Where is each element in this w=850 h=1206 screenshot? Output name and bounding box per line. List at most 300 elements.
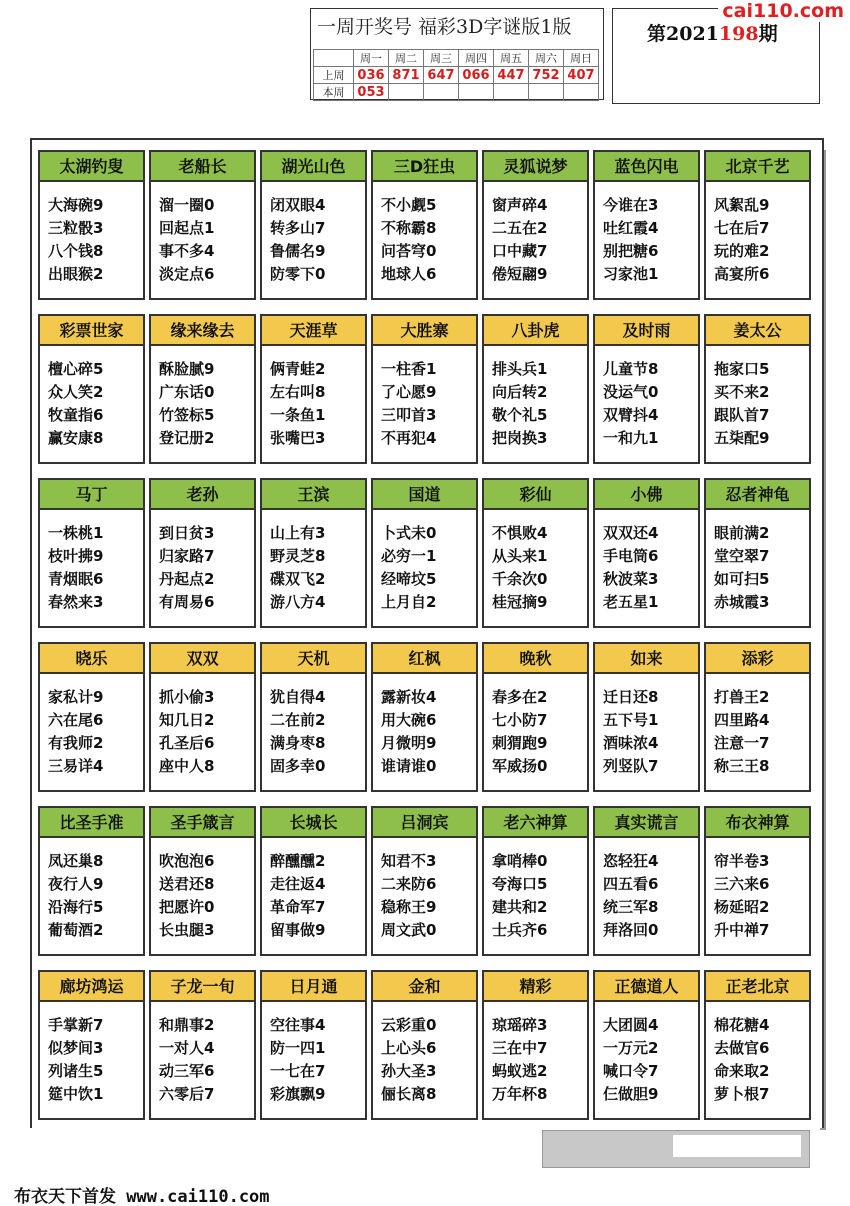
riddle-line: 不惧败4 bbox=[492, 524, 548, 542]
riddle-line: 彩旗飘9 bbox=[270, 1085, 326, 1103]
riddle-line: 似梦间3 bbox=[48, 1039, 104, 1057]
riddle-line: 春然来3 bbox=[48, 593, 104, 611]
riddle-line: 谁请谁0 bbox=[381, 757, 437, 775]
riddle-line: 到日贫3 bbox=[159, 524, 215, 542]
riddle-line: 琼瑶碎3 bbox=[492, 1016, 548, 1034]
riddle-line: 孔圣后6 bbox=[159, 734, 215, 752]
riddle-line: 转多山7 bbox=[270, 219, 326, 237]
card-title: 精彩 bbox=[484, 972, 587, 1002]
riddle-card bbox=[593, 150, 700, 300]
riddle-line: 倦短翮9 bbox=[492, 265, 548, 283]
card-lines bbox=[48, 850, 143, 942]
draw-number bbox=[389, 84, 424, 101]
card-lines bbox=[270, 686, 365, 778]
riddle-line: 地球人6 bbox=[381, 265, 437, 283]
riddle-line: 跟队首7 bbox=[714, 406, 770, 424]
riddle-line: 春多在2 bbox=[492, 688, 548, 706]
riddle-line: 周文武0 bbox=[381, 921, 437, 939]
card-lines bbox=[714, 1014, 809, 1106]
table-header-row bbox=[314, 50, 599, 67]
footer-banner bbox=[542, 1130, 810, 1168]
card-title: 王滨 bbox=[262, 480, 365, 510]
riddle-card bbox=[704, 642, 811, 792]
riddle-line: 双臂抖4 bbox=[603, 406, 659, 424]
card-lines bbox=[603, 850, 698, 942]
draw-number: 407 bbox=[564, 67, 599, 84]
riddle-line: 风絮乱9 bbox=[714, 196, 770, 214]
table-row-this-week bbox=[314, 84, 599, 101]
riddle-line: 事不多4 bbox=[159, 242, 215, 260]
riddle-line: 如可扫5 bbox=[714, 570, 770, 588]
riddle-line: 夸海口5 bbox=[492, 875, 548, 893]
riddle-line: 今谁在3 bbox=[603, 196, 659, 214]
riddle-card bbox=[482, 478, 589, 628]
riddle-line: 淡定点6 bbox=[159, 265, 215, 283]
period-number: 198 bbox=[718, 23, 759, 45]
riddle-card bbox=[704, 478, 811, 628]
draw-results-table bbox=[313, 49, 599, 101]
riddle-line: 上心头6 bbox=[381, 1039, 437, 1057]
riddle-line: 三在中7 bbox=[492, 1039, 548, 1057]
riddle-line: 鲁儒名9 bbox=[270, 242, 326, 260]
riddle-line: 满身枣8 bbox=[270, 734, 326, 752]
riddle-line: 六零后7 bbox=[159, 1085, 215, 1103]
site-logo: cai110.com bbox=[718, 0, 848, 22]
card-title: 彩票世家 bbox=[40, 316, 143, 346]
card-lines bbox=[492, 522, 587, 614]
riddle-line: 野灵芝8 bbox=[270, 547, 326, 565]
card-title: 灵狐说梦 bbox=[484, 152, 587, 182]
card-lines bbox=[603, 358, 698, 450]
draw-number bbox=[564, 84, 599, 101]
riddle-line: 命来取2 bbox=[714, 1062, 770, 1080]
riddle-line: 三易详4 bbox=[48, 757, 104, 775]
card-title: 双双 bbox=[151, 644, 254, 674]
card-title: 吕洞宾 bbox=[373, 808, 476, 838]
card-title: 姜太公 bbox=[706, 316, 809, 346]
day-header: 周三 bbox=[424, 50, 459, 67]
riddle-line: 防一四1 bbox=[270, 1039, 326, 1057]
riddle-line: 丹起点2 bbox=[159, 570, 215, 588]
card-lines bbox=[381, 522, 476, 614]
riddle-line: 手电筒6 bbox=[603, 547, 659, 565]
riddle-line: 蚂蚁逃2 bbox=[492, 1062, 548, 1080]
riddle-line: 迁日还8 bbox=[603, 688, 659, 706]
riddle-line: 没运气0 bbox=[603, 383, 659, 401]
riddle-line: 千余次0 bbox=[492, 570, 548, 588]
riddle-card bbox=[593, 478, 700, 628]
riddle-line: 排头兵1 bbox=[492, 360, 548, 378]
riddle-line: 双双还4 bbox=[603, 524, 659, 542]
riddle-card bbox=[149, 478, 256, 628]
riddle-line: 吐红霞4 bbox=[603, 219, 659, 237]
riddle-line: 上月自2 bbox=[381, 593, 437, 611]
card-lines bbox=[159, 1014, 254, 1106]
card-lines bbox=[381, 850, 476, 942]
card-lines bbox=[603, 686, 698, 778]
draw-number: 066 bbox=[459, 67, 494, 84]
riddle-card bbox=[149, 970, 256, 1120]
card-title: 天机 bbox=[262, 644, 365, 674]
riddle-line: 酒味浓4 bbox=[603, 734, 659, 752]
card-lines bbox=[381, 358, 476, 450]
draw-number: 053 bbox=[354, 84, 389, 101]
riddle-line: 秋波菜3 bbox=[603, 570, 659, 588]
riddle-line: 杨延昭2 bbox=[714, 898, 770, 916]
riddle-card bbox=[593, 970, 700, 1120]
day-header: 周四 bbox=[459, 50, 494, 67]
riddle-line: 一七在7 bbox=[270, 1062, 326, 1080]
riddle-card bbox=[371, 478, 478, 628]
riddle-card bbox=[482, 806, 589, 956]
card-lines bbox=[492, 686, 587, 778]
riddle-line: 大海碗9 bbox=[48, 196, 104, 214]
riddle-line: 赢安康8 bbox=[48, 429, 104, 447]
riddle-line: 问荅穹0 bbox=[381, 242, 437, 260]
card-lines bbox=[159, 358, 254, 450]
card-title: 长城长 bbox=[262, 808, 365, 838]
card-lines bbox=[159, 686, 254, 778]
day-header: 周五 bbox=[494, 50, 529, 67]
riddle-card bbox=[371, 970, 478, 1120]
riddle-card bbox=[482, 970, 589, 1120]
riddle-line: 不称霸8 bbox=[381, 219, 437, 237]
riddle-line: 一和九1 bbox=[603, 429, 659, 447]
card-title: 日月通 bbox=[262, 972, 365, 1002]
riddle-line: 张嘴巴3 bbox=[270, 429, 326, 447]
card-title: 彩仙 bbox=[484, 480, 587, 510]
card-lines bbox=[48, 194, 143, 286]
riddle-line: 月微明9 bbox=[381, 734, 437, 752]
table-corner-cell bbox=[314, 50, 354, 67]
riddle-line: 出眼猴2 bbox=[48, 265, 104, 283]
card-lines bbox=[159, 522, 254, 614]
riddle-line: 拖家口5 bbox=[714, 360, 770, 378]
riddle-card bbox=[149, 806, 256, 956]
riddle-line: 口中藏7 bbox=[492, 242, 548, 260]
riddle-line: 有周易6 bbox=[159, 593, 215, 611]
page-title: 一周开奖号 福彩3D字谜版1版 bbox=[317, 16, 572, 38]
draw-number: 036 bbox=[354, 67, 389, 84]
card-title: 比圣手准 bbox=[40, 808, 143, 838]
draw-number: 447 bbox=[494, 67, 529, 84]
riddle-line: 帘半卷3 bbox=[714, 852, 770, 870]
riddle-line: 赤城霞3 bbox=[714, 593, 770, 611]
riddle-line: 俪长离8 bbox=[381, 1085, 437, 1103]
riddle-line: 固多幸0 bbox=[270, 757, 326, 775]
riddle-line: 高宴所6 bbox=[714, 265, 770, 283]
riddle-line: 吹泡泡6 bbox=[159, 852, 215, 870]
riddle-card bbox=[593, 314, 700, 464]
riddle-grid bbox=[30, 138, 824, 1128]
period-prefix: 第2021 bbox=[647, 23, 719, 45]
riddle-line: 二五在2 bbox=[492, 219, 548, 237]
riddle-card bbox=[260, 150, 367, 300]
riddle-line: 大团圆4 bbox=[603, 1016, 659, 1034]
riddle-line: 买不来2 bbox=[714, 383, 770, 401]
card-title: 大胜寨 bbox=[373, 316, 476, 346]
card-lines bbox=[48, 686, 143, 778]
riddle-line: 长虫腿3 bbox=[159, 921, 215, 939]
riddle-line: 归家路7 bbox=[159, 547, 215, 565]
riddle-line: 二在前2 bbox=[270, 711, 326, 729]
riddle-card bbox=[482, 642, 589, 792]
riddle-line: 八个钱8 bbox=[48, 242, 104, 260]
day-header: 周一 bbox=[354, 50, 389, 67]
riddle-line: 三六来6 bbox=[714, 875, 770, 893]
riddle-line: 列诸生5 bbox=[48, 1062, 104, 1080]
riddle-line: 用大碗6 bbox=[381, 711, 437, 729]
card-title: 添彩 bbox=[706, 644, 809, 674]
card-lines bbox=[714, 358, 809, 450]
riddle-line: 五下号1 bbox=[603, 711, 659, 729]
period-label bbox=[647, 19, 778, 46]
card-title: 老六神算 bbox=[484, 808, 587, 838]
riddle-line: 手掌新7 bbox=[48, 1016, 104, 1034]
riddle-line: 三叩首3 bbox=[381, 406, 437, 424]
draw-number: 752 bbox=[529, 67, 564, 84]
riddle-line: 青烟眠6 bbox=[48, 570, 104, 588]
riddle-line: 士兵齐6 bbox=[492, 921, 548, 939]
riddle-line: 六在尾6 bbox=[48, 711, 104, 729]
riddle-line: 了心愿9 bbox=[381, 383, 437, 401]
riddle-line: 广东话0 bbox=[159, 383, 215, 401]
riddle-line: 筵中饮1 bbox=[48, 1085, 104, 1103]
riddle-line: 把岗换3 bbox=[492, 429, 548, 447]
card-lines bbox=[492, 358, 587, 450]
riddle-card bbox=[482, 314, 589, 464]
riddle-line: 露新妆4 bbox=[381, 688, 437, 706]
riddle-line: 三粒骰3 bbox=[48, 219, 104, 237]
card-title: 天涯草 bbox=[262, 316, 365, 346]
riddle-line: 棉花糖4 bbox=[714, 1016, 770, 1034]
card-title: 真实谎言 bbox=[595, 808, 698, 838]
riddle-line: 萝卜根7 bbox=[714, 1085, 770, 1103]
card-title: 老孙 bbox=[151, 480, 254, 510]
riddle-line: 万年杯8 bbox=[492, 1085, 548, 1103]
card-lines bbox=[48, 522, 143, 614]
draw-results-panel bbox=[310, 8, 604, 100]
riddle-card bbox=[38, 642, 145, 792]
period-panel bbox=[612, 8, 820, 104]
riddle-line: 窗声碎4 bbox=[492, 196, 548, 214]
riddle-line: 俩青蛙2 bbox=[270, 360, 326, 378]
riddle-line: 葡萄酒2 bbox=[48, 921, 104, 939]
card-title: 圣手箴言 bbox=[151, 808, 254, 838]
card-title: 布衣神算 bbox=[706, 808, 809, 838]
riddle-line: 不再犯4 bbox=[381, 429, 437, 447]
riddle-line: 座中人8 bbox=[159, 757, 215, 775]
riddle-line: 四五看6 bbox=[603, 875, 659, 893]
riddle-line: 闭双眼4 bbox=[270, 196, 326, 214]
riddle-line: 习家池1 bbox=[603, 265, 659, 283]
card-title: 红枫 bbox=[373, 644, 476, 674]
card-title: 蓝色闪电 bbox=[595, 152, 698, 182]
card-title: 晓乐 bbox=[40, 644, 143, 674]
riddle-line: 仨做胆9 bbox=[603, 1085, 659, 1103]
card-title: 子龙一旬 bbox=[151, 972, 254, 1002]
riddle-line: 孙大圣3 bbox=[381, 1062, 437, 1080]
riddle-line: 建共和2 bbox=[492, 898, 548, 916]
riddle-card bbox=[371, 642, 478, 792]
card-lines bbox=[492, 1014, 587, 1106]
riddle-line: 老五星1 bbox=[603, 593, 659, 611]
riddle-line: 夜行人9 bbox=[48, 875, 104, 893]
riddle-line: 空往事4 bbox=[270, 1016, 326, 1034]
riddle-line: 称三王8 bbox=[714, 757, 770, 775]
riddle-line: 酥脸腻9 bbox=[159, 360, 215, 378]
period-suffix: 期 bbox=[758, 23, 778, 45]
card-lines bbox=[270, 850, 365, 942]
card-title: 三D狂虫 bbox=[373, 152, 476, 182]
card-lines bbox=[714, 686, 809, 778]
riddle-line: 拜洛回0 bbox=[603, 921, 659, 939]
riddle-card bbox=[260, 478, 367, 628]
card-lines bbox=[159, 850, 254, 942]
riddle-line: 玩的难2 bbox=[714, 242, 770, 260]
riddle-card bbox=[704, 314, 811, 464]
riddle-card bbox=[260, 314, 367, 464]
riddle-line: 一条鱼1 bbox=[270, 406, 326, 424]
card-title: 金和 bbox=[373, 972, 476, 1002]
riddle-card bbox=[704, 806, 811, 956]
draw-number: 871 bbox=[389, 67, 424, 84]
riddle-line: 打兽王2 bbox=[714, 688, 770, 706]
riddle-card bbox=[149, 642, 256, 792]
card-title: 廊坊鸿运 bbox=[40, 972, 143, 1002]
card-lines bbox=[381, 194, 476, 286]
riddle-line: 七在后7 bbox=[714, 219, 770, 237]
riddle-card bbox=[593, 806, 700, 956]
draw-number bbox=[459, 84, 494, 101]
card-lines bbox=[603, 1014, 698, 1106]
riddle-line: 凤还巢8 bbox=[48, 852, 104, 870]
riddle-line: 抓小偷3 bbox=[159, 688, 215, 706]
riddle-line: 一株桃1 bbox=[48, 524, 104, 542]
card-title: 正老北京 bbox=[706, 972, 809, 1002]
riddle-line: 不小觑5 bbox=[381, 196, 437, 214]
card-title: 及时雨 bbox=[595, 316, 698, 346]
card-title: 北京千艺 bbox=[706, 152, 809, 182]
riddle-card bbox=[149, 314, 256, 464]
card-lines bbox=[381, 1014, 476, 1106]
riddle-line: 四里路4 bbox=[714, 711, 770, 729]
riddle-line: 家私计9 bbox=[48, 688, 104, 706]
footer-credit: 布衣天下首发 www.cai110.com bbox=[14, 1187, 270, 1206]
riddle-line: 革命军7 bbox=[270, 898, 326, 916]
card-lines bbox=[48, 358, 143, 450]
riddle-line: 卜式未0 bbox=[381, 524, 437, 542]
day-header: 周二 bbox=[389, 50, 424, 67]
day-header: 周日 bbox=[564, 50, 599, 67]
riddle-line: 堂空翠7 bbox=[714, 547, 770, 565]
riddle-line: 列竖队7 bbox=[603, 757, 659, 775]
riddle-line: 檀心碎5 bbox=[48, 360, 104, 378]
riddle-line: 别把糖6 bbox=[603, 242, 659, 260]
riddle-line: 游八方4 bbox=[270, 593, 326, 611]
card-lines bbox=[381, 686, 476, 778]
riddle-card bbox=[260, 806, 367, 956]
card-title: 湖光山色 bbox=[262, 152, 365, 182]
riddle-line: 留事做9 bbox=[270, 921, 326, 939]
riddle-card bbox=[38, 970, 145, 1120]
riddle-card bbox=[260, 642, 367, 792]
draw-number bbox=[424, 84, 459, 101]
riddle-card bbox=[149, 150, 256, 300]
riddle-line: 醉醺醺2 bbox=[270, 852, 326, 870]
riddle-card bbox=[38, 806, 145, 956]
riddle-card bbox=[38, 314, 145, 464]
row-label: 本周 bbox=[314, 84, 354, 101]
card-title: 如来 bbox=[595, 644, 698, 674]
card-title: 忍者神龟 bbox=[706, 480, 809, 510]
card-title: 国道 bbox=[373, 480, 476, 510]
card-lines bbox=[714, 194, 809, 286]
riddle-line: 动三军6 bbox=[159, 1062, 215, 1080]
riddle-line: 一万元2 bbox=[603, 1039, 659, 1057]
riddle-line: 敬个礼5 bbox=[492, 406, 548, 424]
riddle-line: 把愿许0 bbox=[159, 898, 215, 916]
riddle-line: 和鼎事2 bbox=[159, 1016, 215, 1034]
riddle-line: 一对人4 bbox=[159, 1039, 215, 1057]
riddle-card bbox=[260, 970, 367, 1120]
card-lines bbox=[492, 194, 587, 286]
card-lines bbox=[159, 194, 254, 286]
riddle-card bbox=[704, 970, 811, 1120]
card-lines bbox=[270, 522, 365, 614]
card-lines bbox=[270, 194, 365, 286]
card-lines bbox=[714, 850, 809, 942]
riddle-line: 拿哨棒0 bbox=[492, 852, 548, 870]
riddle-line: 云彩重0 bbox=[381, 1016, 437, 1034]
card-title: 太湖钓叟 bbox=[40, 152, 143, 182]
riddle-line: 去做官6 bbox=[714, 1039, 770, 1057]
riddle-line: 牧童指6 bbox=[48, 406, 104, 424]
riddle-line: 防零下0 bbox=[270, 265, 326, 283]
draw-number bbox=[494, 84, 529, 101]
riddle-line: 统三军8 bbox=[603, 898, 659, 916]
riddle-line: 恣轻狂4 bbox=[603, 852, 659, 870]
riddle-line: 七小防7 bbox=[492, 711, 548, 729]
card-lines bbox=[492, 850, 587, 942]
card-title: 马丁 bbox=[40, 480, 143, 510]
card-lines bbox=[714, 522, 809, 614]
riddle-line: 向后转2 bbox=[492, 383, 548, 401]
riddle-line: 登记册2 bbox=[159, 429, 215, 447]
riddle-line: 军威扬0 bbox=[492, 757, 548, 775]
riddle-card bbox=[482, 150, 589, 300]
riddle-line: 山上有3 bbox=[270, 524, 326, 542]
riddle-line: 竹签标5 bbox=[159, 406, 215, 424]
riddle-line: 眼前满2 bbox=[714, 524, 770, 542]
riddle-card bbox=[38, 478, 145, 628]
draw-number bbox=[529, 84, 564, 101]
riddle-line: 五柒配9 bbox=[714, 429, 770, 447]
riddle-line: 一柱香1 bbox=[381, 360, 437, 378]
card-lines bbox=[603, 194, 698, 286]
riddle-line: 二来防6 bbox=[381, 875, 437, 893]
row-label: 上周 bbox=[314, 67, 354, 84]
riddle-card bbox=[371, 150, 478, 300]
card-lines bbox=[48, 1014, 143, 1106]
riddle-card bbox=[593, 642, 700, 792]
riddle-card bbox=[704, 150, 811, 300]
riddle-card bbox=[371, 806, 478, 956]
riddle-line: 回起点1 bbox=[159, 219, 215, 237]
card-title: 正德道人 bbox=[595, 972, 698, 1002]
day-header: 周六 bbox=[529, 50, 564, 67]
riddle-line: 有我师2 bbox=[48, 734, 104, 752]
